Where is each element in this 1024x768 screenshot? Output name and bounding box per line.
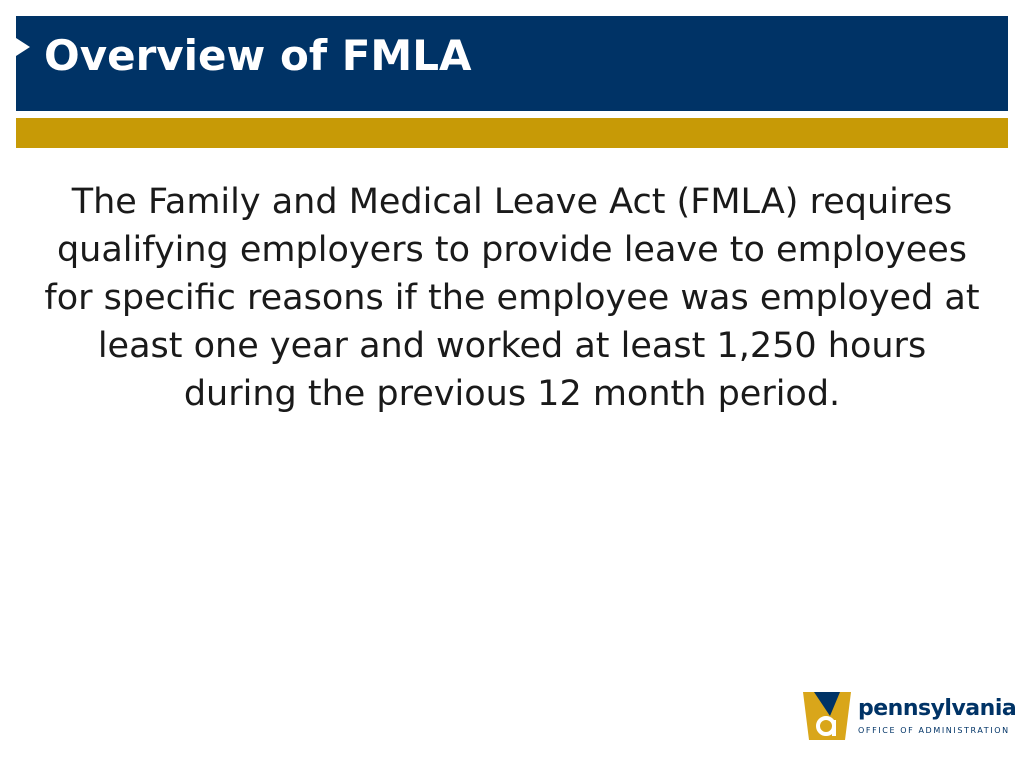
- logo-wordmark: pennsylvania: [858, 696, 1017, 721]
- slide-body-text: The Family and Medical Leave Act (FMLA) requires qualifying employers to provide leave to employees for specific reasons if the employee was employed at least one year and worked at least 1,250 hours during the previous 12 month period.: [44, 182, 980, 414]
- slide-title: Overview of FMLA: [44, 31, 472, 80]
- pennsylvania-logo: [800, 690, 1016, 742]
- accent-bar: [16, 118, 1008, 148]
- triangle-right-icon: [16, 38, 30, 56]
- keystone-icon: [800, 690, 854, 742]
- logo-subtitle: OFFICE OF ADMINISTRATION: [858, 726, 1010, 735]
